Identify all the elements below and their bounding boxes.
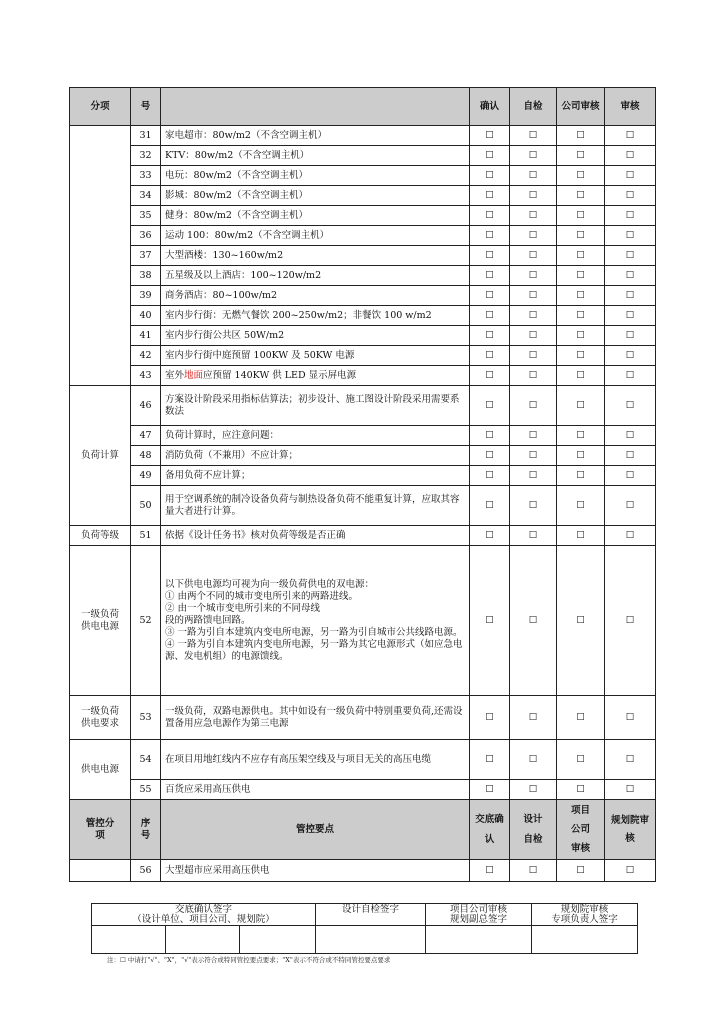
signature-cell[interactable] [316, 926, 426, 954]
row-num: 38 [131, 266, 161, 286]
checkbox-review[interactable]: ☐ [605, 346, 656, 366]
row-num: 43 [131, 366, 161, 386]
checkbox-review[interactable]: ☐ [605, 246, 656, 266]
checkbox-review[interactable]: ☐ [605, 266, 656, 286]
row-desc: 家电超市：80w/m2（不含空调主机） [161, 126, 470, 146]
checkbox-review[interactable]: ☐ [605, 146, 656, 166]
checkbox-selfcheck[interactable]: ☐ [510, 780, 557, 800]
checkbox-review[interactable]: ☐ [605, 546, 656, 696]
table-header-row-2 [70, 800, 656, 860]
checkbox-confirm[interactable]: ☐ [470, 306, 510, 326]
checkbox-selfcheck[interactable]: ☐ [510, 326, 557, 346]
checkbox-confirm[interactable]: ☐ [470, 696, 510, 740]
checkbox-selfcheck[interactable]: ☐ [510, 446, 557, 466]
signature-row [92, 926, 638, 954]
header-company-review: 公司审核 [557, 88, 605, 126]
checkbox-company[interactable]: ☐ [557, 780, 605, 800]
table-header-row [70, 88, 656, 126]
category-level1-req: 一级负荷供电要求 [70, 696, 131, 740]
row-num: 54 [131, 740, 161, 780]
checkbox-company[interactable]: ☐ [557, 526, 605, 546]
checkbox-company[interactable]: ☐ [557, 246, 605, 266]
header2-review: 规划院审核 [605, 800, 656, 860]
row-desc [161, 366, 470, 386]
row-desc: 一级负荷，双路电源供电。其中如设有一级负荷中特别重要负荷,还需设置备用应急电源作为第三电源 [161, 696, 470, 740]
header2-num: 序号 [131, 800, 161, 860]
checkbox-selfcheck[interactable]: ☐ [510, 146, 557, 166]
checkbox-confirm[interactable]: ☐ [470, 860, 510, 882]
checkbox-review[interactable]: ☐ [605, 366, 656, 386]
row-desc: 在项目用地红线内不应存有高压架空线及与项目无关的高压电缆 [161, 740, 470, 780]
checkbox-review[interactable]: ☐ [605, 166, 656, 186]
table-row [70, 146, 656, 166]
table-row [70, 696, 656, 740]
header-selfcheck: 自检 [510, 88, 557, 126]
row-desc: 用于空调系统的制冷设备负荷与制热设备负荷不能重复计算，应取其容量大者进行计算。 [161, 486, 470, 526]
table-row [70, 246, 656, 266]
row-desc: 消防负荷（不兼用）不应计算； [161, 446, 470, 466]
checkbox-review[interactable]: ☐ [605, 526, 656, 546]
signature-cell[interactable] [426, 926, 532, 954]
header2-company-review: 项目公司审核 [557, 800, 605, 860]
row-num: 34 [131, 186, 161, 206]
checkbox-review[interactable]: ☐ [605, 426, 656, 446]
checkbox-review[interactable]: ☐ [605, 780, 656, 800]
checkbox-confirm[interactable]: ☐ [470, 466, 510, 486]
table-row [70, 466, 656, 486]
row-num: 36 [131, 226, 161, 246]
checkbox-selfcheck[interactable]: ☐ [510, 696, 557, 740]
checkbox-company[interactable]: ☐ [557, 426, 605, 446]
checkbox-selfcheck[interactable]: ☐ [510, 266, 557, 286]
checkbox-confirm[interactable]: ☐ [470, 546, 510, 696]
table-row [70, 366, 656, 386]
row-desc: 室内步行街公共区 50W/m2 [161, 326, 470, 346]
table-row [70, 166, 656, 186]
checkbox-selfcheck[interactable]: ☐ [510, 740, 557, 780]
table-row [70, 740, 656, 780]
row-desc: 影城：80w/m2（不含空调主机） [161, 186, 470, 206]
checkbox-company[interactable]: ☐ [557, 166, 605, 186]
checkbox-review[interactable]: ☐ [605, 126, 656, 146]
row-desc-part: 室外 [165, 369, 185, 381]
checkbox-review[interactable]: ☐ [605, 306, 656, 326]
control-checklist-table [69, 87, 656, 882]
checkbox-selfcheck[interactable]: ☐ [510, 366, 557, 386]
checkbox-selfcheck[interactable]: ☐ [510, 426, 557, 446]
row-desc: 电玩：80w/m2（不含空调主机） [161, 166, 470, 186]
checkbox-selfcheck[interactable]: ☐ [510, 126, 557, 146]
row-num: 46 [131, 386, 161, 426]
header-review: 审核 [605, 88, 656, 126]
checkbox-company[interactable]: ☐ [557, 696, 605, 740]
signature-cell[interactable] [166, 926, 240, 954]
checkbox-confirm[interactable]: ☐ [470, 366, 510, 386]
sign-header-selfcheck [316, 904, 426, 926]
table-row [70, 486, 656, 526]
checkbox-confirm[interactable]: ☐ [470, 446, 510, 466]
checkbox-confirm[interactable]: ☐ [470, 326, 510, 346]
desc-line: ③ 一路为引自本建筑内变电所电源，另一路为引自城市公共线路电源。 [165, 626, 463, 638]
checkbox-review[interactable]: ☐ [605, 286, 656, 306]
checkbox-company[interactable]: ☐ [557, 346, 605, 366]
category-level1-power: 一级负荷供电电源 [70, 546, 131, 696]
checkbox-review[interactable]: ☐ [605, 186, 656, 206]
row-desc: KTV：80w/m2（不含空调主机） [161, 146, 470, 166]
checkbox-selfcheck[interactable]: ☐ [510, 860, 557, 882]
checkbox-confirm[interactable]: ☐ [470, 186, 510, 206]
checkbox-confirm[interactable]: ☐ [470, 126, 510, 146]
header2-confirm: 交底确认 [470, 800, 510, 860]
checkbox-selfcheck[interactable]: ☐ [510, 346, 557, 366]
header-desc [161, 88, 470, 126]
checkbox-confirm[interactable]: ☐ [470, 226, 510, 246]
row-num: 31 [131, 126, 161, 146]
sign-label: 交底确认签字 [174, 903, 232, 915]
row-desc: 五星级及以上酒店：100~120w/m2 [161, 266, 470, 286]
checkbox-selfcheck[interactable]: ☐ [510, 206, 557, 226]
checkbox-selfcheck[interactable]: ☐ [510, 186, 557, 206]
checkbox-selfcheck[interactable]: ☐ [510, 386, 557, 426]
checkbox-review[interactable]: ☐ [605, 486, 656, 526]
header2-desc: 管控要点 [161, 800, 470, 860]
table-row [70, 526, 656, 546]
sign-label: 设计自检签字 [341, 904, 399, 915]
row-desc: 大型酒楼：130~160w/m2 [161, 246, 470, 266]
row-num: 52 [131, 546, 161, 696]
table-row [70, 346, 656, 366]
row-desc: 室内步行街中庭预留 100KW 及 50KW 电源 [161, 346, 470, 366]
table-row [70, 780, 656, 800]
row-desc: 室内步行街：无燃气餐饮 200~250w/m2；非餐饮 100 w/m2 [161, 306, 470, 326]
checkbox-selfcheck[interactable]: ☐ [510, 526, 557, 546]
checkbox-review[interactable]: ☐ [605, 740, 656, 780]
category-empty [70, 860, 131, 882]
checkbox-review[interactable]: ☐ [605, 696, 656, 740]
table-row [70, 326, 656, 346]
table-row [70, 306, 656, 326]
table-row [70, 226, 656, 246]
checkbox-confirm[interactable]: ☐ [470, 166, 510, 186]
row-num: 37 [131, 246, 161, 266]
sign-label: 专项负责人签字 [551, 913, 618, 925]
desc-line: 段的两路馈电回路。 [165, 614, 251, 626]
checkbox-review[interactable]: ☐ [605, 860, 656, 882]
table-row [70, 266, 656, 286]
row-desc: 大型超市应采用高压供电 [161, 860, 470, 882]
table-row [70, 860, 656, 882]
checkbox-company[interactable]: ☐ [557, 446, 605, 466]
row-num: 39 [131, 286, 161, 306]
checkbox-review[interactable]: ☐ [605, 386, 656, 426]
row-num: 35 [131, 206, 161, 226]
checkbox-selfcheck[interactable]: ☐ [510, 546, 557, 696]
signature-cell[interactable] [240, 926, 316, 954]
table-row [70, 206, 656, 226]
desc-line: 以下供电电源均可视为向一级负荷供电的双电源： [165, 578, 375, 590]
checkbox-confirm[interactable]: ☐ [470, 526, 510, 546]
checkbox-company[interactable]: ☐ [557, 546, 605, 696]
checkbox-company[interactable]: ☐ [557, 206, 605, 226]
row-desc: 百货应采用高压供电 [161, 780, 470, 800]
checkbox-confirm[interactable]: ☐ [470, 266, 510, 286]
row-desc: 负荷计算时，应注意问题： [161, 426, 470, 446]
sign-label: （设计单位、项目公司、规划院） [132, 913, 275, 925]
checkbox-confirm[interactable]: ☐ [470, 386, 510, 426]
sign-header-institute [532, 904, 638, 926]
table-row [70, 126, 656, 146]
sign-header-handover [92, 904, 316, 926]
header2-category: 管控分项 [70, 800, 131, 860]
row-num: 40 [131, 306, 161, 326]
checkbox-company[interactable]: ☐ [557, 740, 605, 780]
checkbox-confirm[interactable]: ☐ [470, 780, 510, 800]
checkbox-company[interactable]: ☐ [557, 366, 605, 386]
table-row [70, 186, 656, 206]
checkbox-company[interactable]: ☐ [557, 226, 605, 246]
sign-header-company [426, 904, 532, 926]
row-desc-highlight: 地面 [184, 369, 204, 381]
signature-table [91, 903, 638, 954]
row-desc: 备用负荷不应计算； [161, 466, 470, 486]
desc-line: ② 由一个城市变电所引来的不同母线 [165, 602, 321, 614]
checkbox-selfcheck[interactable]: ☐ [510, 286, 557, 306]
table-row [70, 386, 656, 426]
signature-cell[interactable] [532, 926, 638, 954]
checkbox-review[interactable]: ☐ [605, 466, 656, 486]
checkbox-confirm[interactable]: ☐ [470, 486, 510, 526]
checkbox-company[interactable]: ☐ [557, 186, 605, 206]
checkbox-selfcheck[interactable]: ☐ [510, 226, 557, 246]
row-num: 33 [131, 166, 161, 186]
checkbox-confirm[interactable]: ☐ [470, 146, 510, 166]
category-load-level: 负荷等级 [70, 526, 131, 546]
checkbox-company[interactable]: ☐ [557, 146, 605, 166]
sign-label: 项目公司审核 [449, 903, 507, 915]
checkbox-selfcheck[interactable]: ☐ [510, 166, 557, 186]
table-row [70, 426, 656, 446]
row-num: 42 [131, 346, 161, 366]
checkbox-review[interactable]: ☐ [605, 326, 656, 346]
checkbox-selfcheck[interactable]: ☐ [510, 486, 557, 526]
header-category: 分项 [70, 88, 131, 126]
checkbox-company[interactable]: ☐ [557, 266, 605, 286]
checkbox-confirm[interactable]: ☐ [470, 346, 510, 366]
row-num: 55 [131, 780, 161, 800]
row-num: 41 [131, 326, 161, 346]
row-num: 50 [131, 486, 161, 526]
checkbox-confirm[interactable]: ☐ [470, 286, 510, 306]
desc-line: ④ 一路为引自本建筑内变电所电源，另一路为其它电源形式（如应急电源、发电机组）的电源馈线。 [165, 638, 463, 662]
signature-cell[interactable] [92, 926, 166, 954]
row-desc: 方案设计阶段采用指标估算法；初步设计、施工图设计阶段采用需要系数法 [161, 386, 470, 426]
header-num: 号 [131, 88, 161, 126]
row-desc [161, 546, 470, 696]
desc-line: ① 由两个不同的城市变电所引来的两路进线。 [165, 590, 359, 602]
row-desc: 运动 100：80w/m2（不含空调主机） [161, 226, 470, 246]
sign-label: 规划院审核 [560, 903, 609, 915]
checkbox-review[interactable]: ☐ [605, 206, 656, 226]
row-desc-part: 应预留 140KW 供 LED 显示屏电源 [203, 369, 357, 381]
row-desc: 健身：80w/m2（不含空调主机） [161, 206, 470, 226]
row-num: 47 [131, 426, 161, 446]
checkbox-selfcheck[interactable]: ☐ [510, 246, 557, 266]
table-row [70, 546, 656, 696]
table-row [70, 446, 656, 466]
row-desc: 商务酒店：80~100w/m2 [161, 286, 470, 306]
category-power-source: 供电电源 [70, 740, 131, 800]
checkbox-confirm[interactable]: ☐ [470, 206, 510, 226]
checkbox-company[interactable]: ☐ [557, 306, 605, 326]
category-load-calc: 负荷计算 [70, 386, 131, 526]
row-num: 49 [131, 466, 161, 486]
checkbox-confirm[interactable]: ☐ [470, 246, 510, 266]
table-row [70, 286, 656, 306]
checkbox-company[interactable]: ☐ [557, 286, 605, 306]
checkbox-selfcheck[interactable]: ☐ [510, 306, 557, 326]
signature-header-row [92, 904, 638, 926]
header-confirm: 确认 [470, 88, 510, 126]
category-empty [70, 126, 131, 386]
checkbox-company[interactable]: ☐ [557, 126, 605, 146]
checkbox-company[interactable]: ☐ [557, 326, 605, 346]
row-num: 53 [131, 696, 161, 740]
checkbox-review[interactable]: ☐ [605, 446, 656, 466]
footnote: 注：☐ 中请打"√"、"X"，"√"表示符合或特同管控要点要求；"X"表示不符合或不特同管控要点要求 [107, 956, 391, 964]
checkbox-company[interactable]: ☐ [557, 486, 605, 526]
row-num: 56 [131, 860, 161, 882]
checkbox-confirm[interactable]: ☐ [470, 740, 510, 780]
checkbox-company[interactable]: ☐ [557, 466, 605, 486]
checkbox-company[interactable]: ☐ [557, 860, 605, 882]
header2-selfcheck: 设计自检 [510, 800, 557, 860]
row-num: 32 [131, 146, 161, 166]
checkbox-review[interactable]: ☐ [605, 226, 656, 246]
checkbox-company[interactable]: ☐ [557, 386, 605, 426]
row-num: 51 [131, 526, 161, 546]
checkbox-confirm[interactable]: ☐ [470, 426, 510, 446]
row-desc: 依据《设计任务书》核对负荷等级是否正确 [161, 526, 470, 546]
row-num: 48 [131, 446, 161, 466]
checkbox-selfcheck[interactable]: ☐ [510, 466, 557, 486]
sign-label: 规划副总签字 [449, 913, 507, 925]
